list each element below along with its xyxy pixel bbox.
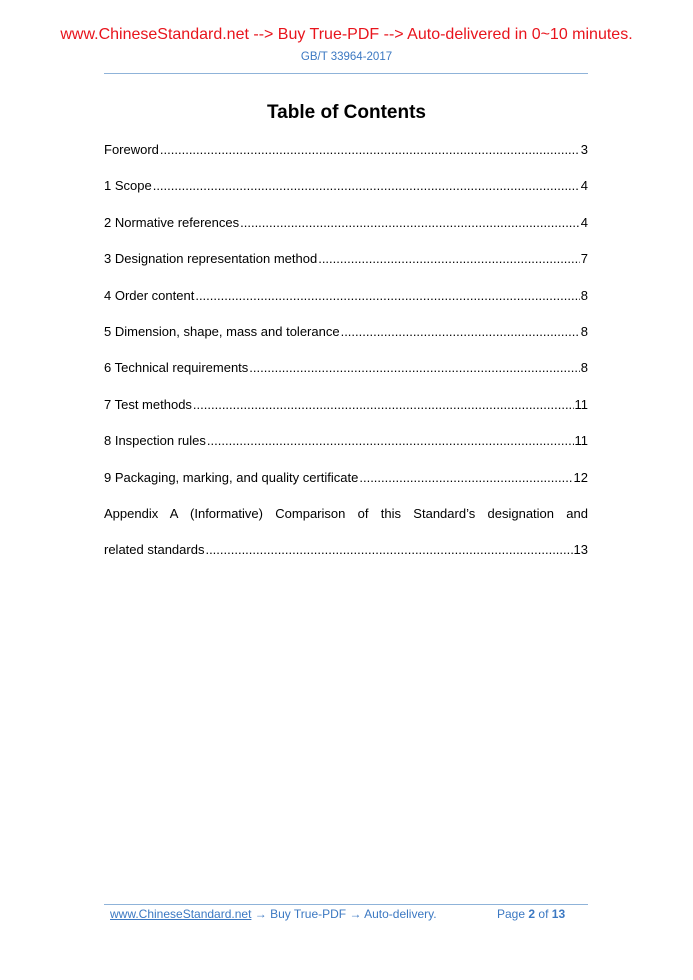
header-banner: www.ChineseStandard.net --> Buy True-PDF --> Auto-delivered in 0~10 minutes. [60,26,633,43]
toc-entry-label: 1 Scope [104,178,152,194]
table-of-contents [104,141,588,578]
dot-leader [193,396,574,414]
toc-entry-test-methods[interactable] [104,396,588,414]
toc-entry-label: related standards [104,542,205,558]
toc-entry-page: 8 [580,323,588,339]
toc-entry-page: 3 [580,142,588,157]
page-word: Page [497,907,526,921]
toc-entry-page: 7 [580,251,588,267]
toc-entry-inspection-rules[interactable] [104,432,588,450]
footer-divider [104,904,588,905]
dot-leader [207,432,574,450]
toc-entry-packaging-marking[interactable] [104,469,588,487]
toc-entry-page: 8 [580,287,588,303]
footer-site-link[interactable]: www.ChineseStandard.net [110,907,252,921]
toc-entry-appendix-a-continued[interactable] [104,541,588,559]
dot-leader [153,177,580,195]
toc-entry-label: 7 Test methods [104,396,192,412]
dot-leader [160,141,580,159]
toc-entry-designation-method[interactable] [104,250,588,268]
toc-entry-dimension-shape[interactable] [104,323,588,341]
toc-entry-label: Foreword [104,142,159,157]
dot-leader [249,359,579,377]
dot-leader [205,541,572,559]
toc-entry-label: 5 Dimension, shape, mass and tolerance [104,323,340,339]
toc-entry-page: 4 [580,214,588,230]
toc-entry-technical-requirements[interactable] [104,359,588,377]
toc-entry-label: 6 Technical requirements [104,360,249,376]
toc-entry-label: Appendix A (Informative) Comparison of this Standard’s designation and [104,505,588,521]
toc-entry-page: 13 [573,542,588,558]
footer-text: → Buy True-PDF → Auto-delivery. [251,907,437,921]
document-code: GB/T 33964-2017 [300,51,393,63]
toc-entry-label: 2 Normative references [104,214,240,230]
dot-leader [359,469,572,487]
page-current: 2 [528,907,536,921]
dot-leader [341,323,580,341]
toc-entry-scope[interactable] [104,177,588,195]
toc-entry-label: 3 Designation representation method [104,251,318,267]
toc-entry-normative-references[interactable] [104,214,588,232]
toc-entry-order-content[interactable] [104,287,588,305]
page-indicator [497,907,565,921]
toc-entry-label: 9 Packaging, marking, and quality certificate [104,469,359,485]
toc-entry-foreword[interactable] [104,141,588,159]
toc-entry-page: 8 [580,360,588,376]
dot-leader [240,214,580,232]
toc-title: Table of Contents [266,102,427,123]
dot-leader [318,250,580,268]
toc-entry-appendix-a[interactable] [104,505,588,523]
of-word: of [538,907,549,921]
page-footer [110,907,580,921]
toc-entry-page: 11 [574,433,588,449]
page-total: 13 [551,907,566,921]
toc-entry-page: 4 [580,178,588,194]
toc-entry-page: 12 [573,469,588,485]
toc-entry-label: 4 Order content [104,287,195,303]
header-divider [104,73,588,74]
dot-leader [195,287,579,305]
toc-entry-label: 8 Inspection rules [104,433,206,449]
toc-entry-page: 11 [574,396,588,412]
